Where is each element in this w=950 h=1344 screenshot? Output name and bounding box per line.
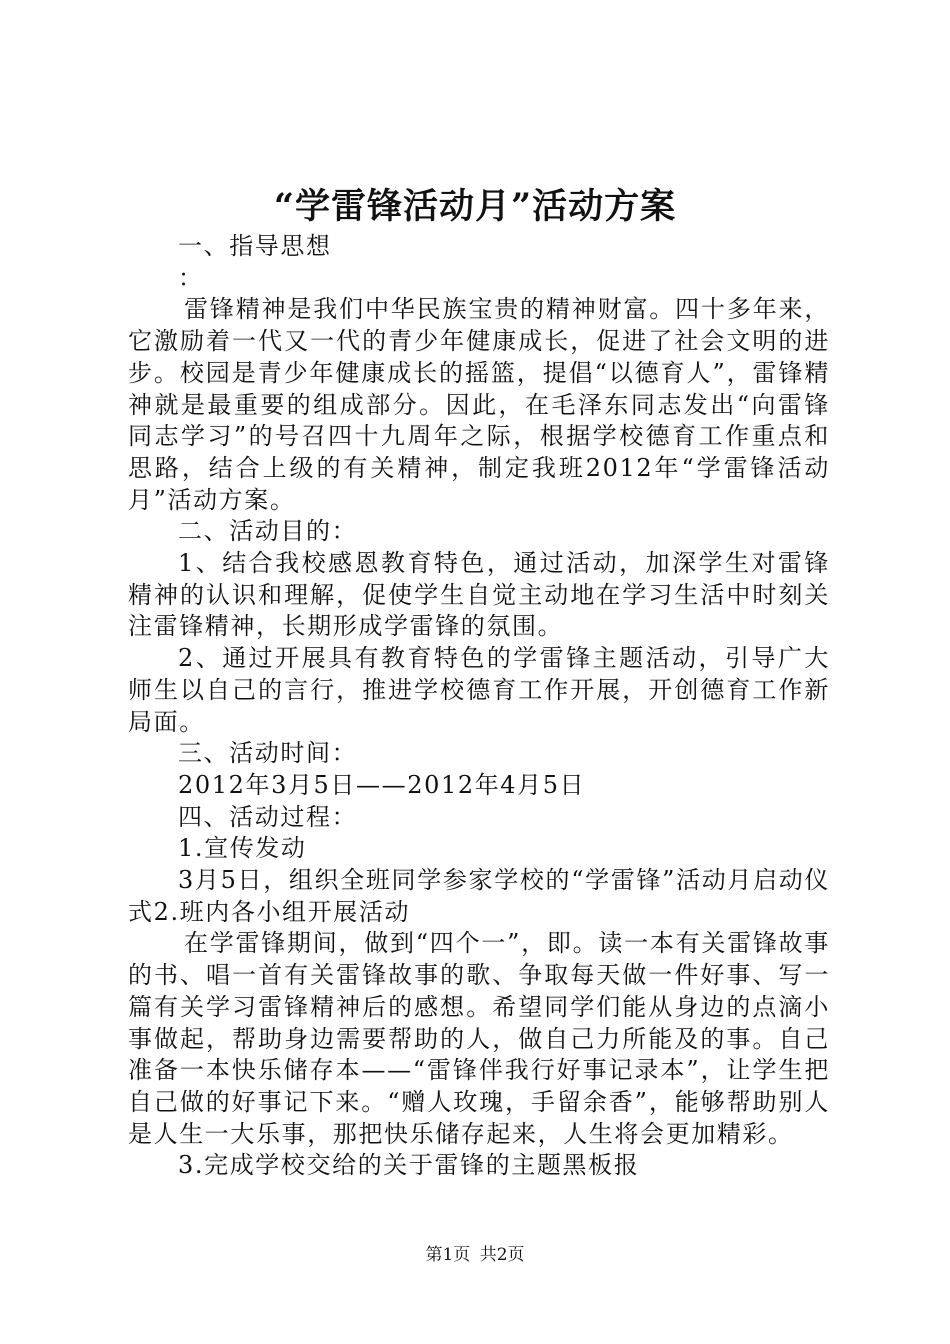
process-step-1-text: 3月5日，组织全班同学参家学校的“学雷锋”活动月启动仪式2.班内各小组开展活动 (128, 866, 830, 926)
process-step-3-heading: 3.完成学校交给的关于雷锋的主题黑板报 (178, 1151, 640, 1180)
section-heading-guiding-ideology: 一、指导思想 (178, 232, 332, 260)
process-step-1-heading: 1.宣传发动 (178, 834, 307, 863)
paragraph-purpose-1: 1、结合我校感恩教育特色，通过活动，加深学生对雷锋精神的认识和理解，促使学生自觉主动地在学习生活中时刻关注雷锋精神，长期形成学雷锋的氛围。 (128, 549, 830, 641)
section-heading-time: 三、活动时间： (178, 739, 358, 768)
document-title: “学雷锋活动月”活动方案 (273, 186, 677, 227)
document-body (128, 231, 830, 1182)
process-step-2-text: 在学雷锋期间，做到“四个一”，即。读一本有关雷锋故事的书、唱一首有关雷锋故事的歌、争取每天做一件好事、写一篇有关学习雷锋精神后的感想。希望同学们能从身边的点滴小事做起，帮助身边需要帮助的人，做自己力所能及的事。自己准备一本快乐储存本——“雷锋伴我行好事记录本”，让学生把自己做的好事记下来。“赠人玫瑰，手留余香”，能够帮助别人是人生一大乐事，那把快乐储存起来，人生将会更加精彩。 (128, 929, 830, 1148)
section-heading-process: 四、活动过程： (178, 802, 358, 831)
paragraph-guiding-ideology: 雷锋精神是我们中华民族宝贵的精神财富。四十多年来，它激励着一代又一代的青少年健康成长，促进了社会文明的进步。校园是青少年健康成长的摇篮，提倡“以德育人”，雷锋精神就是最重要的组成部分。因此，在毛泽东同志发出“向雷锋同志学习”的号召四十九周年之际，根据学校德育工作重点和思路，结合上级的有关精神，制定我班2012年“学雷锋活动月”活动方案。 (128, 295, 830, 514)
page-number-footer: 第1页 共2页 (425, 1245, 525, 1265)
paragraph-purpose-2: 2、通过开展具有教育特色的学雷锋主题活动，引导广大师生以自己的言行，推进学校德育工作开展，开创德育工作新局面。 (128, 644, 830, 736)
section-heading-purpose: 二、活动目的： (178, 517, 358, 546)
activity-time-range: 2012年3月5日——2012年4月5日 (178, 770, 586, 799)
colon-line: ： (178, 263, 204, 292)
